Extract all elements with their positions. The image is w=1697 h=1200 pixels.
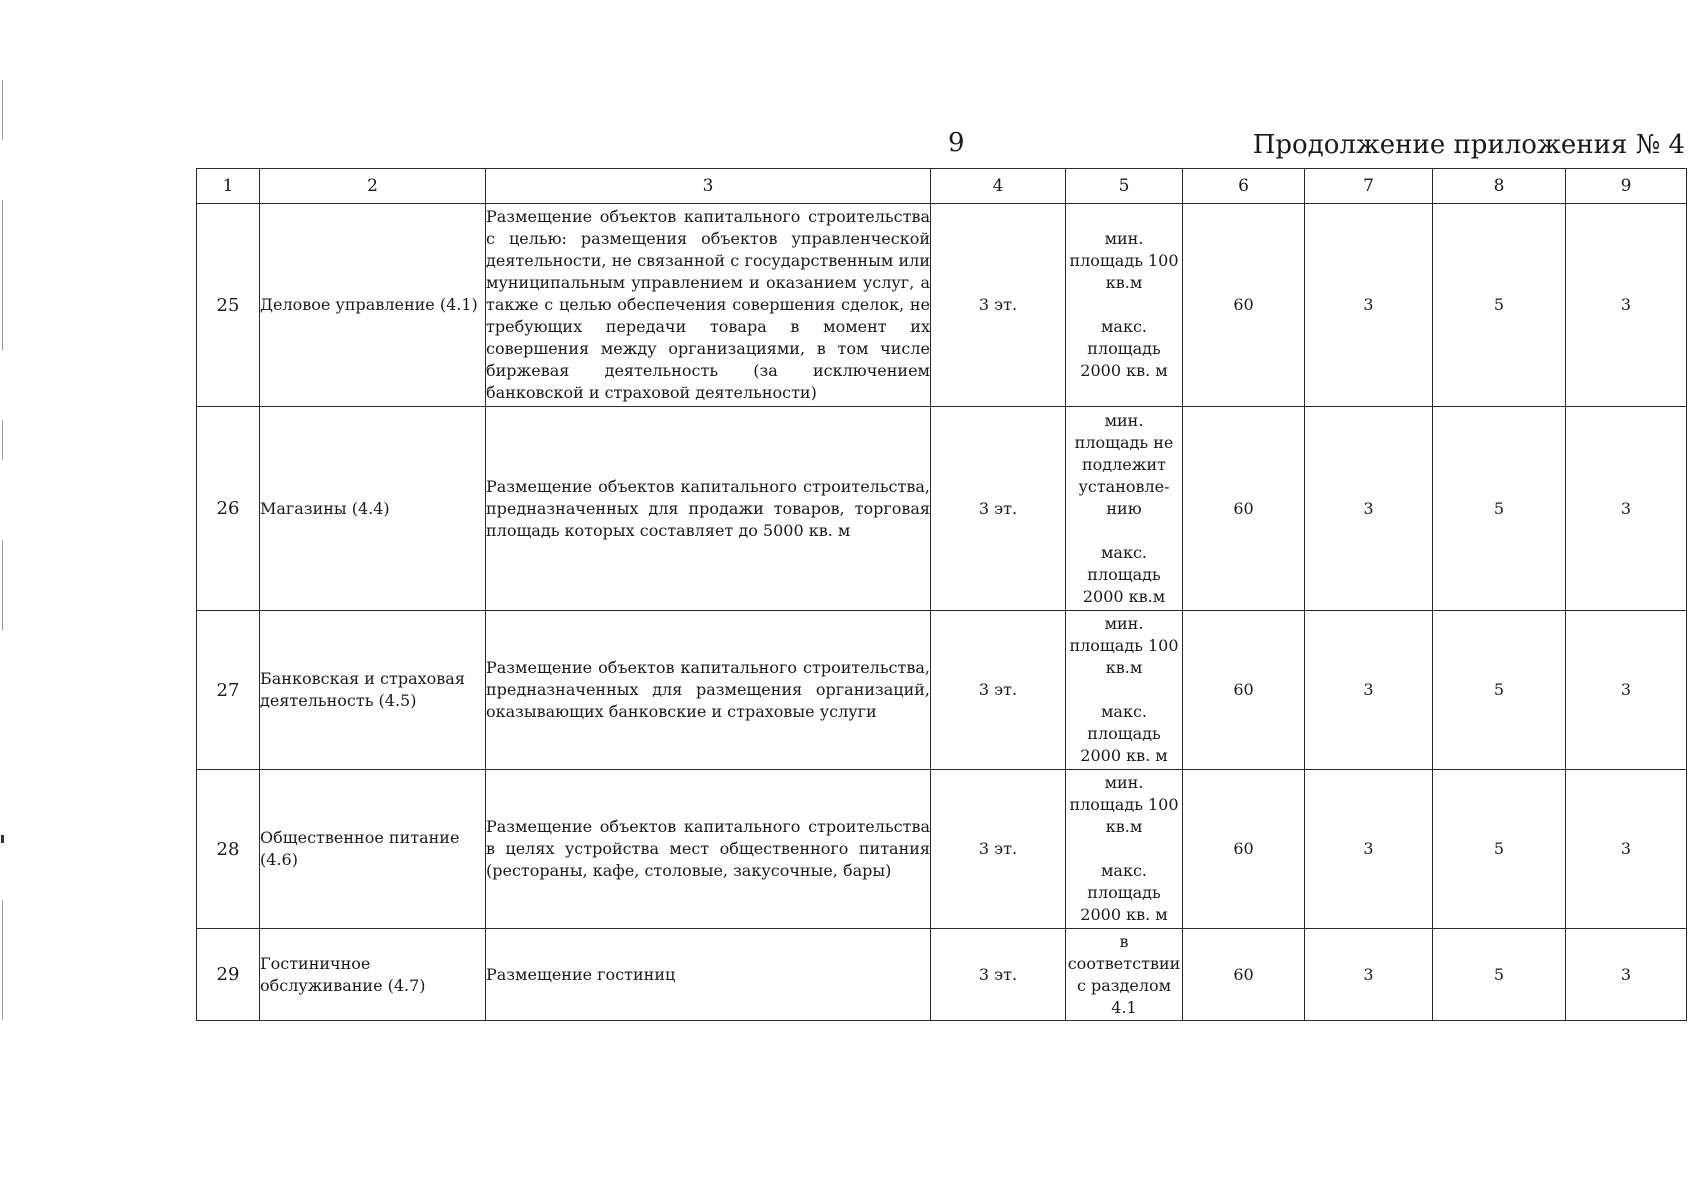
- row-number: 26: [197, 407, 260, 611]
- cell-col8: 5: [1433, 770, 1566, 929]
- min-area: мин. площадь 100 кв.м: [1069, 614, 1179, 677]
- min-area: мин. площадь 100 кв.м: [1069, 229, 1179, 292]
- cell-col6: 60: [1183, 611, 1305, 770]
- plot-area-limits: [1066, 407, 1183, 611]
- land-use-description: Размещение гостиниц: [486, 929, 931, 1021]
- land-use-name: Общественное питание (4.6): [260, 770, 486, 929]
- column-header: 4: [931, 169, 1066, 204]
- row-number: 28: [197, 770, 260, 929]
- plot-area-text: в соответствии с разделом 4.1: [1066, 929, 1183, 1021]
- cell-col6: 60: [1183, 204, 1305, 407]
- land-use-name: Магазины (4.4): [260, 407, 486, 611]
- appendix-continuation-title: Продолжение приложения № 4: [1252, 130, 1685, 160]
- cell-col7: 3: [1305, 611, 1433, 770]
- max-floors: 3 эт.: [931, 611, 1066, 770]
- cell-col9: 3: [1566, 407, 1687, 611]
- row-number: 29: [197, 929, 260, 1021]
- cell-col6: 60: [1183, 929, 1305, 1021]
- land-use-description: Размещение объектов капитального строительства, предназначенных для размещения организаций, оказывающих банковские и страховые услуги: [486, 611, 931, 770]
- regulations-table: [196, 168, 1687, 1021]
- max-area: макс. площадь 2000 кв. м: [1080, 702, 1168, 765]
- scan-edge-marks: [0, 0, 12, 1200]
- plot-area-limits: [1066, 611, 1183, 770]
- cell-col9: 3: [1566, 929, 1687, 1021]
- min-area: мин. площадь не подлежит установле-нию: [1074, 410, 1174, 518]
- row-number: 27: [197, 611, 260, 770]
- column-header: 3: [486, 169, 931, 204]
- max-floors: 3 эт.: [931, 929, 1066, 1021]
- cell-col7: 3: [1305, 929, 1433, 1021]
- table-row: [197, 407, 1687, 611]
- column-header: 6: [1183, 169, 1305, 204]
- land-use-name: Банковская и страховая деятельность (4.5): [260, 611, 486, 770]
- table-row: [197, 770, 1687, 929]
- cell-col9: 3: [1566, 770, 1687, 929]
- land-use-description: Размещение объектов капитального строительства, предназначенных для продажи товаров, торговая площадь которых составляет до 5000 кв. м: [486, 407, 931, 611]
- land-use-description: Размещение объектов капитального строительства в целях устройства мест общественного питания (рестораны, кафе, столовые, закусочные, бары): [486, 770, 931, 929]
- column-header: 8: [1433, 169, 1566, 204]
- table-row: [197, 929, 1687, 1021]
- plot-area-limits: [1066, 204, 1183, 407]
- max-floors: 3 эт.: [931, 407, 1066, 611]
- cell-col7: 3: [1305, 770, 1433, 929]
- row-number: 25: [197, 204, 260, 407]
- max-area: макс. площадь 2000 кв. м: [1080, 317, 1168, 380]
- column-header: 2: [260, 169, 486, 204]
- column-header: 1: [197, 169, 260, 204]
- max-area: макс. площадь 2000 кв. м: [1080, 861, 1168, 924]
- cell-col6: 60: [1183, 407, 1305, 611]
- cell-col7: 3: [1305, 407, 1433, 611]
- min-area: мин. площадь 100 кв.м: [1069, 773, 1179, 836]
- land-use-name: Деловое управление (4.1): [260, 204, 486, 407]
- cell-col8: 5: [1433, 929, 1566, 1021]
- max-floors: 3 эт.: [931, 204, 1066, 407]
- cell-col8: 5: [1433, 407, 1566, 611]
- column-header: 7: [1305, 169, 1433, 204]
- cell-col9: 3: [1566, 204, 1687, 407]
- cell-col7: 3: [1305, 204, 1433, 407]
- max-area: макс. площадь 2000 кв.м: [1082, 542, 1166, 606]
- page-number: 9: [948, 128, 965, 158]
- land-use-description: Размещение объектов капитального строительства с целью: размещения объектов управленческой деятельности, не связанной с государственным или муниципальным управлением и оказанием услуг, а также с целью обеспечения совершения сделок, не требующих передачи товара в момент их совершения между организациями, в том числе биржевая деятельность (за исключением банковской и страховой деятельности): [486, 204, 931, 407]
- land-use-name: Гостиничное обслуживание (4.7): [260, 929, 486, 1021]
- cell-col8: 5: [1433, 204, 1566, 407]
- cell-col9: 3: [1566, 611, 1687, 770]
- plot-area-limits: [1066, 770, 1183, 929]
- table-row: [197, 611, 1687, 770]
- cell-col8: 5: [1433, 611, 1566, 770]
- column-number-row: [197, 169, 1687, 204]
- column-header: 5: [1066, 169, 1183, 204]
- cell-col6: 60: [1183, 770, 1305, 929]
- column-header: 9: [1566, 169, 1687, 204]
- max-floors: 3 эт.: [931, 770, 1066, 929]
- table-row: [197, 204, 1687, 407]
